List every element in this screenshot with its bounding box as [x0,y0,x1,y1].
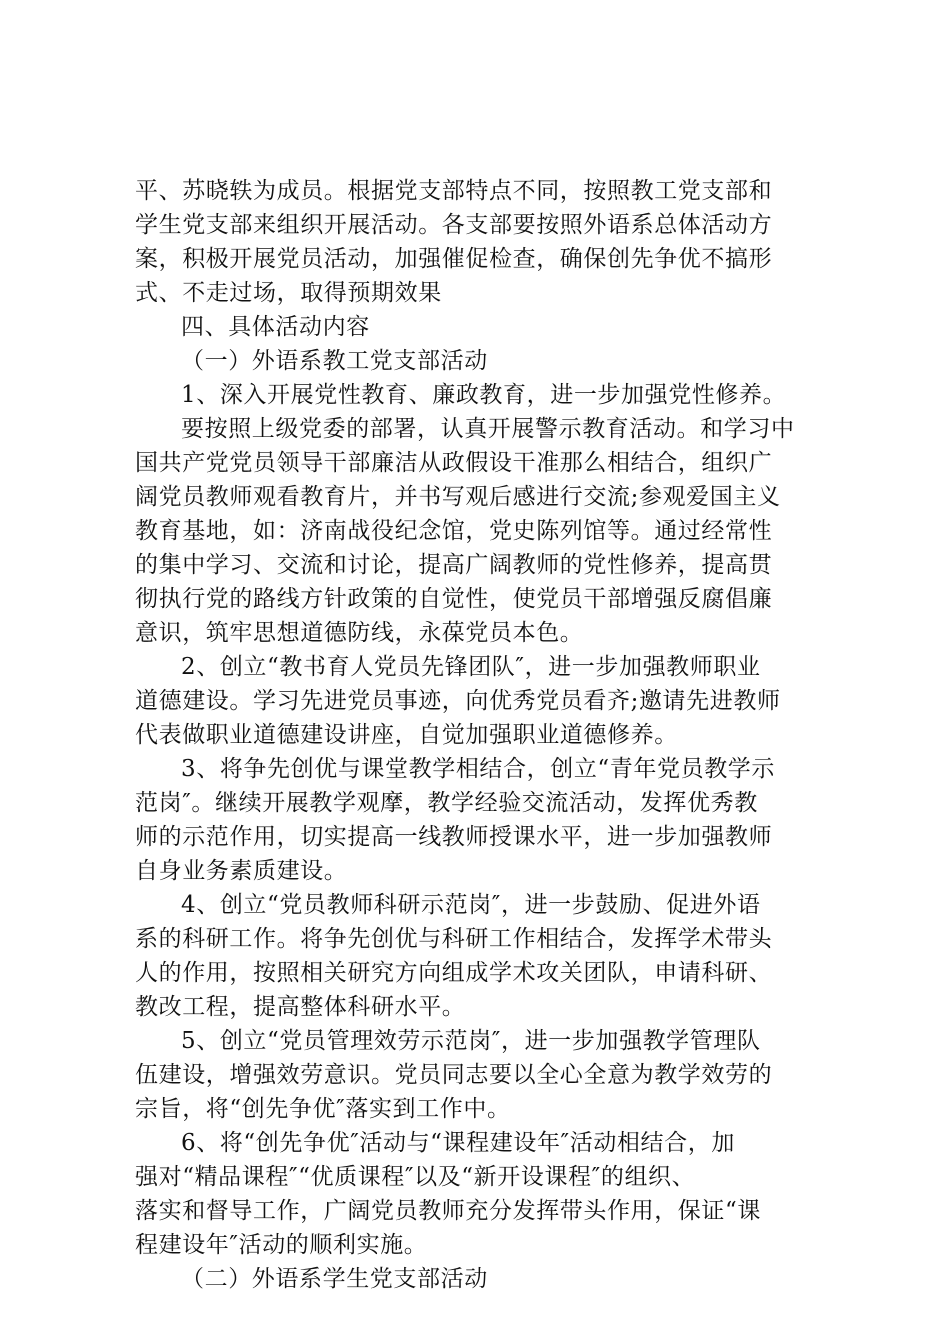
text-line: 代表做职业道德建设讲座，自觉加强职业道德修养。 [135,722,678,748]
text-line: 强对“精品课程″“优质课程″以及“新开设课程″的组织、 [135,1164,696,1190]
text-line: 范岗″。继续开展教学观摩，教学经验交流活动，发挥优秀教 [135,790,758,816]
text-line: 意识，筑牢思想道德防线，永葆党员本色。 [135,620,584,646]
text-line: 教育基地，如：济南战役纪念馆，党史陈列馆等。通过经常性 [135,518,773,544]
subsection-heading: （一）外语系教工党支部活动 [181,348,488,374]
text-line: 落实和督导工作，广阔党员教师充分发挥带头作用，保证“课 [135,1198,761,1224]
text-line: 程建设年″活动的顺利实施。 [135,1232,428,1258]
text-line: 伍建设，增强效劳意识。党员同志要以全心全意为教学效劳的 [135,1062,773,1088]
text-line: 人的作用，按照相关研究方向组成学术攻关团队，申请科研、 [135,960,773,986]
subsection-heading: （二）外语系学生党支部活动 [181,1266,488,1292]
text-line: 学生党支部来组织开展活动。各支部要按照外语系总体活动方 [135,212,773,238]
text-line: 教改工程，提高整体科研水平。 [135,994,466,1020]
text-line: 国共产党党员领导干部廉洁从政假设干准那么相结合，组织广 [135,450,773,476]
text-line: 1、深入开展党性教育、廉政教育，进一步加强党性修养。 [181,382,787,408]
text-line: 阔党员教师观看教育片，并书写观后感进行交流;参观爱国主义 [135,484,781,510]
text-line: 道德建设。学习先进党员事迹，向优秀党员看齐;邀请先进教师 [135,688,781,714]
text-line: 式、不走过场，取得预期效果 [135,280,442,306]
text-line: 2、创立“教书育人党员先锋团队″，进一步加强教师职业 [181,654,761,680]
text-line: 5、创立“党员管理效劳示范岗″，进一步加强教学管理队 [181,1028,761,1054]
text-line: 要按照上级党委的部署，认真开展警示教育活动。和学习中 [181,416,795,442]
body-text [135,174,835,1296]
text-line: 案，积极开展党员活动，加强催促检查，确保创先争优不搞形 [135,246,773,272]
text-line: 彻执行党的路线方针政策的自觉性，使党员干部增强反腐倡廉 [135,586,773,612]
text-line: 3、将争先创优与课堂教学相结合，创立“青年党员教学示 [181,756,775,782]
text-line: 6、将“创先争优″活动与“课程建设年″活动相结合，加 [181,1130,735,1156]
text-line: 自身业务素质建设。 [135,858,348,884]
text-line: 系的科研工作。将争先创优与科研工作相结合，发挥学术带头 [135,926,773,952]
text-line: 平、苏晓轶为成员。根据党支部特点不同，按照教工党支部和 [135,178,773,204]
text-line: 师的示范作用，切实提高一线教师授课水平，进一步加强教师 [135,824,773,850]
text-line: 的集中学习、交流和讨论，提高广阔教师的党性修养，提高贯 [135,552,773,578]
text-line: 4、创立“党员教师科研示范岗″，进一步鼓励、促进外语 [181,892,761,918]
text-line: 宗旨，将“创先争优″落实到工作中。 [135,1096,511,1122]
section-heading: 四、具体活动内容 [181,314,370,340]
